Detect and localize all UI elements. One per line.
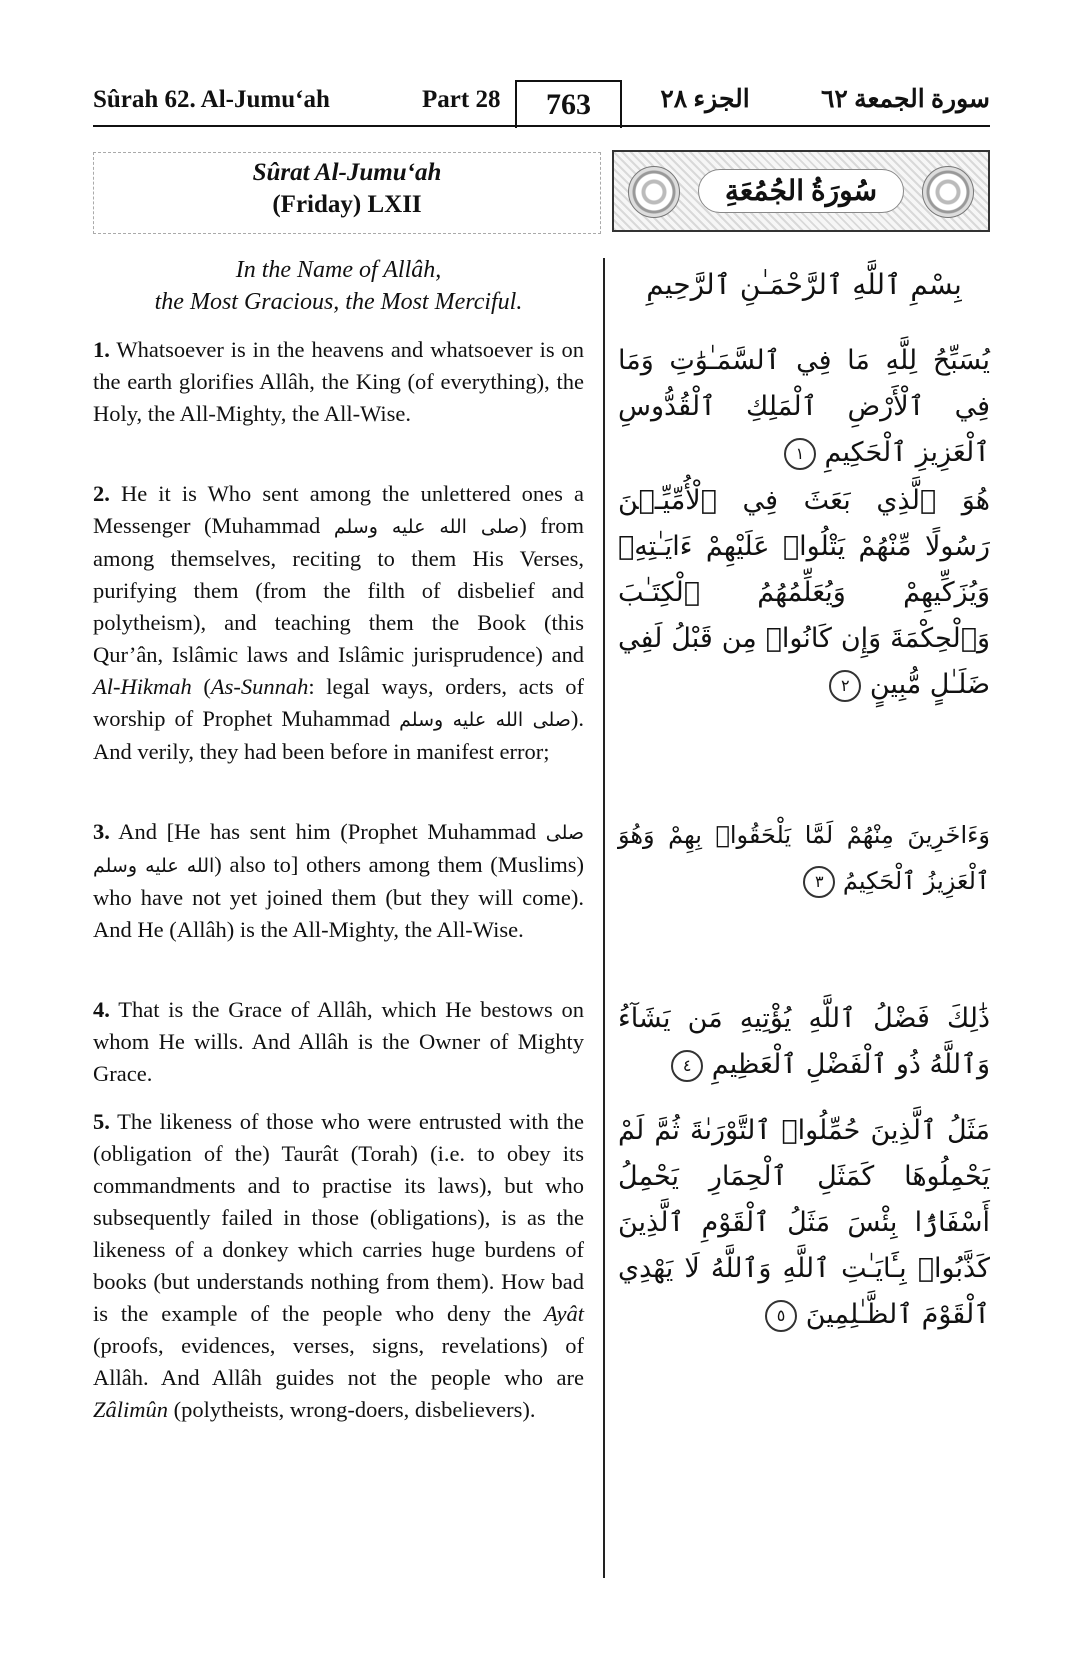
verse-1-english [93,334,584,430]
verse-arabic-text: هُوَ ٱلَّذِي بَعَثَ فِي ٱلْأُمِّيِّـۧنَ رَسُولًا مِّنْهُمْ يَتْلُوا۟ عَلَيْهِمْ ءَايَـٰتِهِۦ وَيُزَكِّيهِمْ وَيُعَلِّمُهُمُ ٱلْكِتَـٰبَ وَٱلْحِكْمَةَ وَإِن كَانُوا۟ مِن قَبْلُ لَفِي ضَلَـٰلٍ مُّبِينٍ [618,485,990,700]
verse-4-arabic [618,996,990,1088]
verse-5-english [93,1106,584,1426]
verse-end-marker-icon: ٥ [765,1300,797,1332]
header-rule [93,125,990,127]
surah-label: Sûrah 62. Al-Jumu‘ah [93,86,330,113]
surah-title-arabic: سُورَةُ الجُمُعَةِ [698,169,904,213]
basmala-line1: In the Name of Allâh, [235,257,442,283]
verse-2-english [93,478,584,768]
surah-title-line1: Sûrat Al-Jumu‘ah [252,159,442,186]
basmala-english [93,254,584,318]
verse-5-arabic [618,1108,990,1338]
verse-text: ). And verily, they had been before in manifest error; [93,706,585,764]
surah-title-english [93,152,601,234]
verse-text: ) from among themselves, reciting to them His Verses, purifying them (from the filth of disbelief and polytheism), and teaching them the Book (this Qur’ân, Islâmic laws and Islâmic jurisprudence) and [93,513,584,667]
surah-title-line2: (Friday) LXII [272,191,422,218]
column-divider [603,258,605,1578]
verse-number: 1. [93,337,110,362]
basmala-arabic: بِسْمِ ٱللَّهِ ٱلرَّحْمَـٰنِ ٱلرَّحِيمِ [646,268,962,301]
page-number: 763 [515,80,622,128]
verse-number: 5. [93,1109,110,1134]
verse-3-arabic [618,812,990,904]
verse-1-arabic [618,338,990,476]
verse-text: (polytheists, wrong-doers, disbelievers). [168,1397,536,1422]
verse-text: ) also to] others among them (Muslims) who have not yet joined them (but they will come). And He (Allâh) is the All-Mighty, the All-Wise. [93,852,585,942]
ornament-rosette-icon [922,166,974,218]
verse-text: And [He has sent him (Prophet Muhammad [118,819,546,844]
term-hikmah: Al-Hikmah [93,674,192,699]
verse-end-marker-icon: ٤ [671,1050,703,1082]
salawat-inline: صلى الله عليه وسلم [333,516,520,538]
term-ayat: Ayât [544,1301,584,1326]
ornament-rosette-icon [628,166,680,218]
verse-3-english [93,816,584,946]
verse-text: (proofs, evidences, verses, signs, revelations) of Allâh. And Allâh guides not the people who are [93,1333,584,1390]
verse-number: 2. [93,481,110,506]
verse-text: He it is Who sent among the unlettered ones a Messenger (Muhammad [93,481,585,538]
salawat-inline: صلى الله عليه وسلم [399,709,571,731]
arabic-surah-label: سورة الجمعة ٦٢ [820,86,990,113]
verse-text: The likeness of those who were entrusted with the (obligation of the) Taurât (Torah) (i.e. to obey its commandments and to practise its laws), but who subsequently failed in those (obligations), is as the likeness of a donkey which carries huge burdens of books (but understands nothing from them). How bad is the example of the people who deny the [93,1109,585,1326]
verse-2-arabic [618,478,990,708]
verse-4-english [93,994,584,1090]
verse-arabic-text: ذَٰلِكَ فَضْلُ ٱللَّهِ يُؤْتِيهِ مَن يَشَآءُ وَٱللَّهُ ذُو ٱلْفَضْلِ ٱلْعَظِيمِ [618,1003,990,1080]
basmala-line2: the Most Gracious, the Most Merciful. [154,289,523,315]
part-label: Part 28 [422,86,501,113]
verse-arabic-text: يُسَبِّحُ لِلَّهِ مَا فِي ٱلسَّمَـٰوَٰتِ وَمَا فِي ٱلْأَرْضِ ٱلْمَلِكِ ٱلْقُدُّوسِ ٱلْعَزِيزِ ٱلْحَكِيمِ [618,345,990,468]
verse-number: 4. [93,997,110,1022]
verse-number: 3. [93,819,110,844]
verse-end-marker-icon: ١ [784,438,816,470]
term-sunnah: As-Sunnah [210,674,309,699]
verse-text: ( [191,674,211,699]
verse-text: : legal ways, orders, acts of worship of Prophet Muhammad [93,674,584,731]
surah-title-ornament [612,150,990,232]
term-zalimun: Zâlimûn [93,1397,169,1422]
salawat-inline: صلى الله عليه وسلم [93,822,584,877]
verse-text: Whatsoever is in the heavens and whatsoever is on the earth glorifies Allâh, the King (of everything), the Holy, the All-Mighty, the All-Wise. [93,337,584,426]
verse-text: That is the Grace of Allâh, which He bestows on whom He wills. And Allâh is the Owner of Mighty Grace. [93,997,585,1086]
verse-end-marker-icon: ٢ [829,670,861,702]
verse-arabic-text: وَءَاخَرِينَ مِنْهُمْ لَمَّا يَلْحَقُوا۟ بِهِمْ وَهُوَ ٱلْعَزِيزُ ٱلْحَكِيمُ [618,821,990,895]
arabic-juz-label: الجزء ٢٨ [660,86,750,113]
verse-arabic-text: مَثَلُ ٱلَّذِينَ حُمِّلُوا۟ ٱلتَّوْرَىٰةَ ثُمَّ لَمْ يَحْمِلُوهَا كَمَثَلِ ٱلْحِمَارِ يَحْمِلُ أَسْفَارًۢا بِئْسَ مَثَلُ ٱلْقَوْمِ ٱلَّذِينَ كَذَّبُوا۟ بِـَٔايَـٰتِ ٱللَّهِ وَٱللَّهُ لَا يَهْدِي ٱلْقَوْمَ ٱلظَّـٰلِمِينَ [618,1115,990,1330]
verse-end-marker-icon: ٣ [803,866,835,898]
